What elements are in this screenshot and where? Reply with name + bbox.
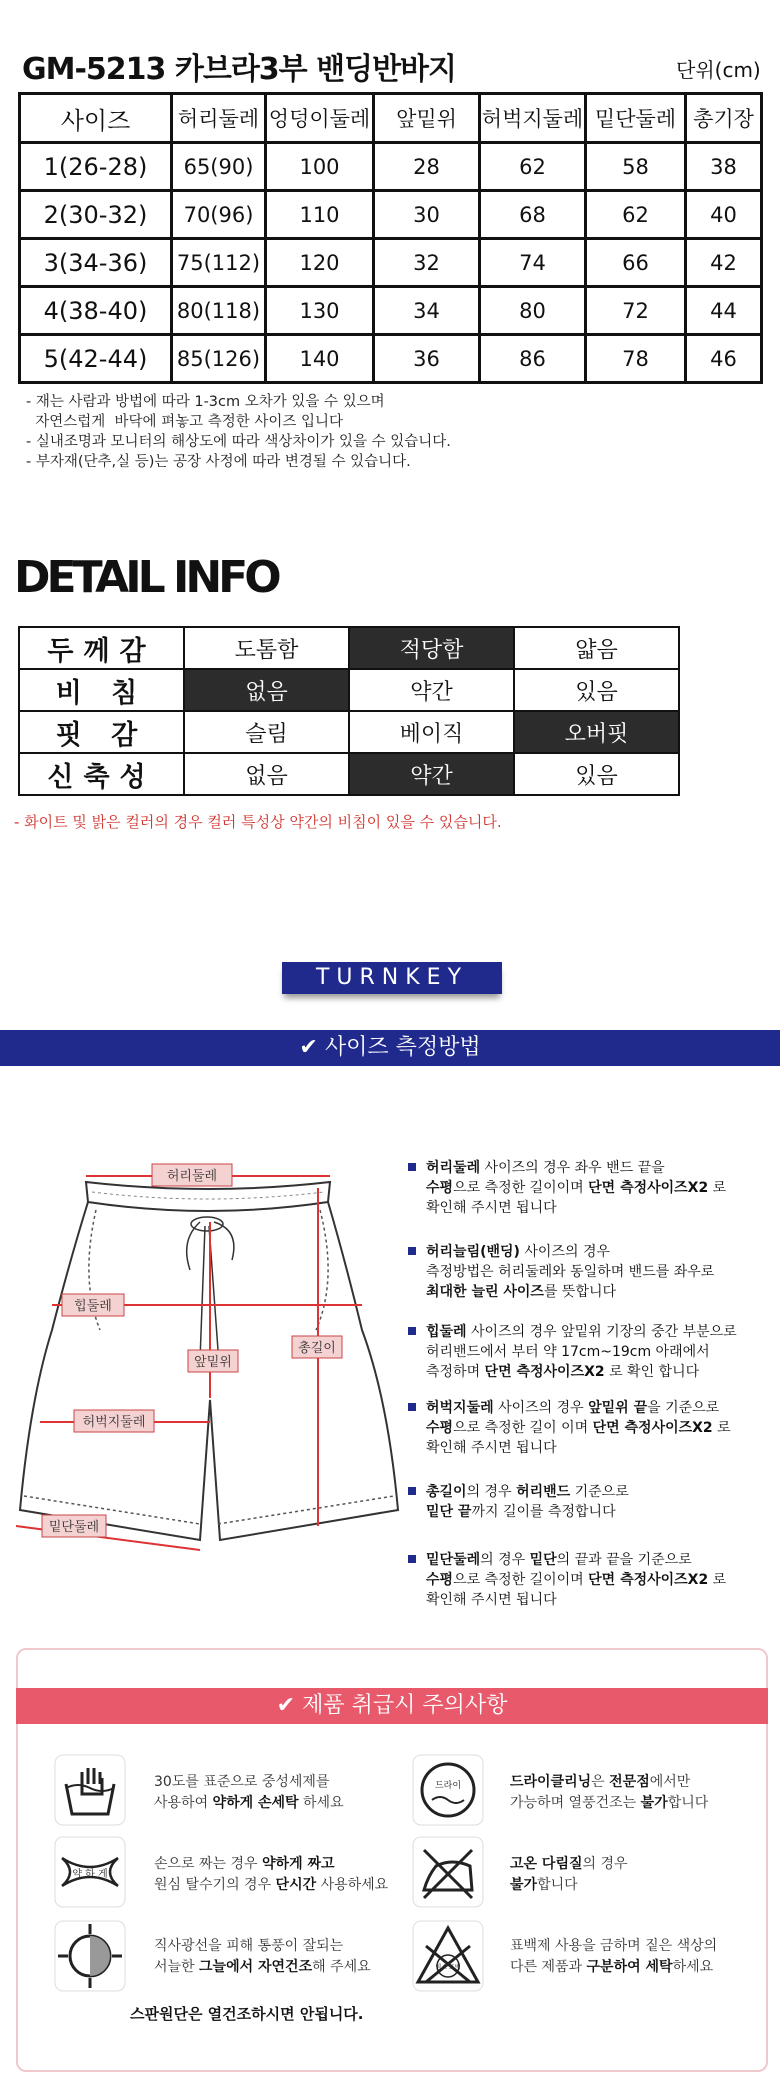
measure-section-title: ✔ 사이즈 측정방법 (0, 1030, 780, 1066)
table-cell: 100 (266, 143, 374, 191)
detail-option: 약간 (349, 669, 514, 711)
table-row (20, 239, 762, 287)
measure-item (408, 1242, 780, 1302)
waist-label: 허리둘레 (166, 1169, 218, 1184)
measure-item-text: 총길이의 경우 허리밴드 기준으로 밑단 끝까지 길이를 측정합니다 (426, 1484, 629, 1520)
bullet-icon (408, 1403, 416, 1411)
dry-clean-icon (412, 1754, 484, 1826)
measure-item (408, 1398, 780, 1458)
measure-item (408, 1550, 780, 1610)
bullet-icon (408, 1487, 416, 1495)
note-line: - 부자재(단추,실 등)는 공장 사정에 따라 변경될 수 있습니다. (26, 454, 411, 470)
detail-note: - 화이트 및 밝은 컬러의 경우 컬러 특성상 약간의 비침이 있을 수 있습니다. (14, 813, 502, 831)
hand-icon-label: 약 하 게 (72, 1869, 108, 1880)
size-notes (26, 392, 451, 472)
table-cell: 110 (266, 191, 374, 239)
care-text-shade-dry: 직사광선을 피해 통풍이 잘되는 서늘한 그늘에서 자연건조해 주세요 (154, 1938, 371, 1975)
hem-label: 밑단둘레 (48, 1520, 100, 1535)
bullet-icon (408, 1163, 416, 1171)
table-cell: 120 (266, 239, 374, 287)
shade-dry-icon (54, 1920, 126, 1992)
detail-option: 적당함 (349, 627, 514, 669)
thigh-label: 허벅지둘레 (82, 1415, 146, 1430)
table-cell: 78 (586, 335, 686, 383)
measure-item-text: 허벅지둘레 사이즈의 경우 앞밑위 끝을 기준으로 수평으로 측정한 길이 이며 단면 측정사이즈X2 로 확인해 주시면 됩니다 (426, 1400, 731, 1456)
table-cell: 1(26-28) (20, 143, 172, 191)
measure-item-text: 허리둘레 사이즈의 경우 좌우 밴드 끝을 수평으로 측정한 길이이며 단면 측정사이즈X2 로 확인해 주시면 됩니다 (426, 1160, 727, 1216)
header-cell: 밑단둘레 (586, 94, 686, 143)
table-cell: 3(34-36) (20, 239, 172, 287)
care-text-wring: 손으로 짜는 경우 약하게 짜고 원심 탈수기의 경우 단시간 사용하세요 (154, 1856, 389, 1893)
no-bleach-icon (412, 1920, 484, 1992)
table-cell: 32 (374, 239, 480, 287)
gentle-wring-icon (54, 1836, 126, 1908)
table-cell: 65(90) (172, 143, 266, 191)
hip-label: 힙둘레 (74, 1299, 112, 1314)
product-title: GM-5213 카브라3부 밴딩반바지 (22, 52, 457, 87)
bullet-icon (408, 1247, 416, 1255)
detail-option: 슬림 (184, 711, 349, 753)
rise-label: 앞밑위 (194, 1355, 232, 1370)
table-cell: 62 (480, 143, 586, 191)
table-cell: 38 (686, 143, 762, 191)
care-footer: 스판원단은 열건조하시면 안됩니다. (130, 2005, 364, 2023)
table-cell: 62 (586, 191, 686, 239)
table-cell: 75(112) (172, 239, 266, 287)
table-cell: 30 (374, 191, 480, 239)
care-section-title: ✔ 제품 취급시 주의사항 (16, 1688, 768, 1724)
detail-table (18, 626, 680, 796)
table-cell: 85(126) (172, 335, 266, 383)
table-cell: 86 (480, 335, 586, 383)
dry-icon-label: 드라이 (434, 1781, 462, 1791)
table-cell: 58 (586, 143, 686, 191)
measure-item (408, 1158, 780, 1218)
detail-option: 없음 (184, 669, 349, 711)
note-line: 자연스럽게 바닥에 펴놓고 측정한 사이즈 입니다 (26, 414, 344, 430)
measure-item-text: 힙둘레 사이즈의 경우 앞밑위 기장의 중간 부분으로 허리밴드에서 부터 약 17cm~19cm 아래에서 측정하며 단면 측정사이즈X2 로 확인 합니다 (426, 1324, 737, 1380)
measure-item-text: 허리늘림(밴딩) 사이즈의 경우 측정방법은 허리둘레와 동일하며 밴드를 좌우로 최대한 늘린 사이즈를 뜻합니다 (426, 1244, 715, 1300)
detail-row-stretch (19, 753, 679, 795)
table-cell: 72 (586, 287, 686, 335)
table-cell: 28 (374, 143, 480, 191)
detail-label: 두께감 (19, 627, 184, 669)
unit-label: 단위(cm) (676, 58, 761, 82)
detail-option: 있음 (514, 753, 679, 795)
bullet-icon (408, 1555, 416, 1563)
hand-wash-icon (54, 1754, 126, 1826)
table-cell: 34 (374, 287, 480, 335)
header-cell: 허리둘레 (172, 94, 266, 143)
table-cell: 80 (480, 287, 586, 335)
bullet-icon (408, 1327, 416, 1335)
table-cell: 80(118) (172, 287, 266, 335)
detail-label: 비 침 (19, 669, 184, 711)
size-table-header (20, 94, 762, 143)
table-cell: 74 (480, 239, 586, 287)
detail-row-sheerness (19, 669, 679, 711)
table-cell: 42 (686, 239, 762, 287)
header-cell: 사이즈 (20, 94, 172, 143)
table-cell: 4(38-40) (20, 287, 172, 335)
table-cell: 46 (686, 335, 762, 383)
table-cell: 36 (374, 335, 480, 383)
table-cell: 70(96) (172, 191, 266, 239)
table-row (20, 191, 762, 239)
care-text-dry-clean: 드라이클리닝은 전문점에서만 가능하며 열풍건조는 불가합니다 (510, 1774, 709, 1811)
no-iron-icon (412, 1836, 484, 1908)
detail-option: 오버핏 (514, 711, 679, 753)
header-cell: 엉덩이둘레 (266, 94, 374, 143)
table-cell: 140 (266, 335, 374, 383)
detail-option: 약간 (349, 753, 514, 795)
measure-item-text: 밑단둘레의 경우 밑단의 끝과 끝을 기준으로 수평으로 측정한 길이이며 단면 측정사이즈X2 로 확인해 주시면 됩니다 (426, 1552, 727, 1608)
note-line: - 재는 사람과 방법에 따라 1-3cm 오차가 있을 수 있으며 (26, 394, 385, 410)
bleach-icon-label: 염소 표백 (435, 1964, 461, 1971)
detail-row-fit (19, 711, 679, 753)
detail-option: 도톰함 (184, 627, 349, 669)
length-label: 총길이 (298, 1341, 336, 1356)
table-cell: 2(30-32) (20, 191, 172, 239)
note-line: - 실내조명과 모니터의 해상도에 따라 색상차이가 있을 수 있습니다. (26, 434, 451, 450)
detail-label: 신축성 (19, 753, 184, 795)
table-cell: 5(42-44) (20, 335, 172, 383)
table-cell: 130 (266, 287, 374, 335)
header-cell: 앞밑위 (374, 94, 480, 143)
shorts-diagram (0, 1130, 410, 1570)
header-cell: 허벅지둘레 (480, 94, 586, 143)
detail-option: 없음 (184, 753, 349, 795)
detail-row-thickness (19, 627, 679, 669)
detail-title: DETAIL INFO (14, 552, 278, 603)
table-cell: 66 (586, 239, 686, 287)
care-text-bleach: 표백제 사용을 금하며 짙은 색상의 다른 제품과 구분하여 세탁하세요 (510, 1938, 718, 1975)
detail-option: 얇음 (514, 627, 679, 669)
table-cell: 40 (686, 191, 762, 239)
care-text-hand-wash: 30도를 표준으로 중성세제를 사용하여 약하게 손세탁 하세요 (154, 1774, 344, 1811)
measure-item (408, 1322, 780, 1382)
table-row (20, 143, 762, 191)
measure-item (408, 1482, 780, 1522)
table-row (20, 335, 762, 383)
table-cell: 68 (480, 191, 586, 239)
table-cell: 44 (686, 287, 762, 335)
detail-option: 베이직 (349, 711, 514, 753)
care-text-iron: 고온 다림질의 경우 불가합니다 (510, 1856, 628, 1893)
header-cell: 총기장 (686, 94, 762, 143)
brand-logo: TURNKEY (282, 962, 502, 994)
detail-label: 핏 감 (19, 711, 184, 753)
size-table (18, 92, 763, 384)
table-row (20, 287, 762, 335)
detail-option: 있음 (514, 669, 679, 711)
